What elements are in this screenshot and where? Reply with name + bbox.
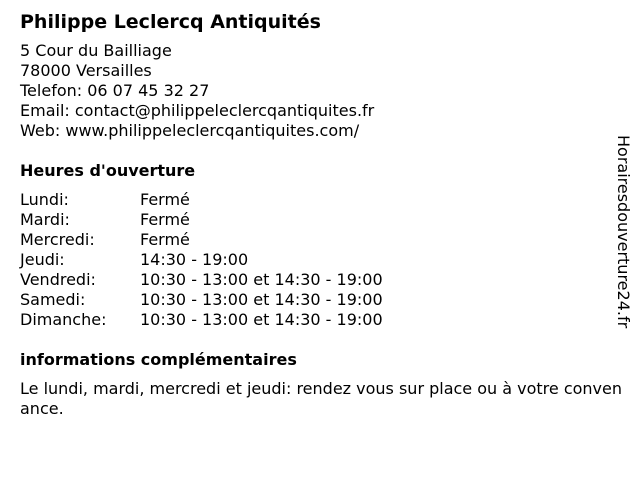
hours-row-tuesday — [20, 210, 630, 230]
business-name: Philippe Leclercq Antiquités — [20, 11, 321, 33]
day-label: Dimanche: — [20, 310, 107, 329]
opening-hours-heading: Heures d'ouverture — [20, 161, 196, 180]
day-hours: 14:30 - 19:00 — [140, 250, 249, 269]
day-label: Mercredi: — [20, 230, 95, 249]
additional-info-heading: informations complémentaires — [20, 350, 297, 369]
watermark-text: Horairesdouverture24.fr — [614, 135, 633, 329]
hours-row-monday — [20, 190, 630, 210]
phone-line: Telefon: 06 07 45 32 27 — [20, 81, 210, 100]
opening-hours-table — [20, 190, 630, 330]
day-hours: 10:30 - 13:00 et 14:30 - 19:00 — [140, 290, 383, 309]
city-address: 78000 Versailles — [20, 61, 152, 80]
email-line: Email: contact@philippeleclercqantiquites.fr — [20, 101, 375, 120]
day-label: Jeudi: — [20, 250, 65, 269]
hours-row-saturday — [20, 290, 630, 310]
hours-row-friday — [20, 270, 630, 290]
street-address: 5 Cour du Bailliage — [20, 41, 172, 60]
address-block — [20, 41, 630, 141]
day-label: Vendredi: — [20, 270, 96, 289]
business-card — [20, 10, 630, 419]
additional-info-text: Le lundi, mardi, mercredi et jeudi: rendez vous sur place ou à votre convenance. — [20, 379, 623, 418]
day-label: Mardi: — [20, 210, 70, 229]
day-hours: 10:30 - 13:00 et 14:30 - 19:00 — [140, 270, 383, 289]
day-label: Samedi: — [20, 290, 86, 309]
hours-row-thursday — [20, 250, 630, 270]
web-line: Web: www.philippeleclercqantiquites.com/ — [20, 121, 360, 140]
day-hours: Fermé — [140, 210, 190, 229]
hours-row-sunday — [20, 310, 630, 330]
day-hours: Fermé — [140, 190, 190, 209]
day-hours: Fermé — [140, 230, 190, 249]
day-hours: 10:30 - 13:00 et 14:30 - 19:00 — [140, 310, 383, 329]
day-label: Lundi: — [20, 190, 69, 209]
hours-row-wednesday — [20, 230, 630, 250]
